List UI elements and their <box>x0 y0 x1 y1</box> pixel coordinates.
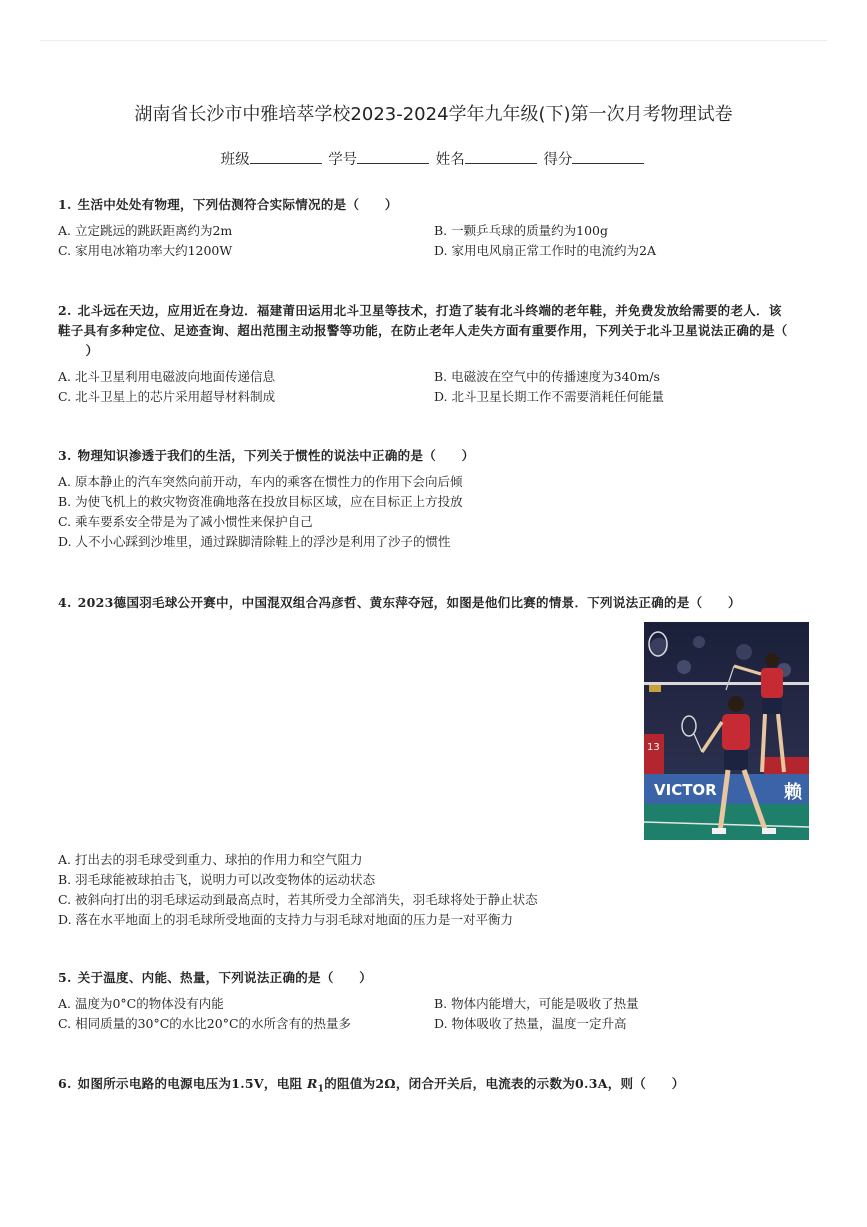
question-stem: 3. 物理知识渗透于我们的生活，下列关于惯性的说法中正确的是（ ） <box>58 448 475 463</box>
option-d[interactable]: D. 北斗卫星长期工作不需要消耗任何能量 <box>434 389 665 404</box>
option-a[interactable]: A. 打出去的羽毛球受到重力、球拍的作用力和空气阻力 <box>58 852 363 867</box>
option-a[interactable]: A. 温度为0°C的物体没有内能 <box>58 996 224 1011</box>
score-blank[interactable] <box>572 149 644 164</box>
score-label: 得分 <box>543 152 573 168</box>
options <box>58 367 810 407</box>
option-d[interactable]: D. 物体吸收了热量，温度一定升高 <box>434 1016 627 1031</box>
question-5 <box>58 968 810 1034</box>
option-a[interactable]: A. 北斗卫星利用电磁波向地面传递信息 <box>58 369 275 384</box>
sponsor-board-text: VICTOR <box>654 781 717 799</box>
question-4 <box>58 593 810 613</box>
sponsor-board-text-2: 赖 <box>784 782 802 803</box>
question-stem: 5. 关于温度、内能、热量，下列说法正确的是（ ） <box>58 970 373 985</box>
resistor-subscript: 1 <box>317 1084 325 1095</box>
question-stem: 4. 2023德国羽毛球公开赛中，中国混双组合冯彦哲、黄东萍夺冠，如图是他们比赛的情景．下列说法正确的是（ ） <box>58 595 741 610</box>
options <box>58 472 810 552</box>
option-d[interactable]: D. 落在水平地面上的羽毛球所受地面的支持力与羽毛球对地面的压力是一对平衡力 <box>58 912 514 927</box>
student-id-label: 学号 <box>328 152 358 168</box>
question-2 <box>58 301 810 407</box>
options <box>58 850 810 930</box>
option-c[interactable]: C. 家用电冰箱功率大约1200W <box>58 243 233 258</box>
option-c[interactable]: C. 北斗卫星上的芯片采用超导材料制成 <box>58 389 276 404</box>
scoreboard-text: 13 <box>647 742 660 753</box>
name-label: 姓名 <box>435 152 465 168</box>
question-6 <box>58 1074 810 1100</box>
top-divider <box>40 40 827 41</box>
option-b[interactable]: B. 为使飞机上的救灾物资准确地落在投放目标区域，应在目标正上方投放 <box>58 494 463 509</box>
option-b[interactable]: B. 羽毛球能被球拍击飞，说明力可以改变物体的运动状态 <box>58 872 376 887</box>
class-label: 班级 <box>220 152 250 168</box>
question-stem: 2. 北斗远在天边，应用近在身边．福建莆田运用北斗卫星等技术，打造了装有北斗终端的老年鞋，并免费发放给需要的老人．该 鞋子具有多种定位、足迹查询、超出范围主动报警等功能，在防止老年人走失方面有重要作用，下列关于北斗卫星说法正确的是（ ） <box>58 303 788 358</box>
question-stem: 6. 如图所示电路的电源电压为1.5V，电阻 $R_1$的阻值为2Ω，闭合开关后，电流表的示数为0.3A，则（ ） <box>58 1076 685 1095</box>
option-c[interactable]: C. 相同质量的30°C的水比20°C的水所含有的热量多 <box>58 1016 352 1031</box>
class-blank[interactable] <box>250 149 322 164</box>
option-b[interactable]: B. 电磁波在空气中的传播速度为340m/s <box>434 369 660 384</box>
option-c[interactable]: C. 乘车要系安全带是为了减小惯性来保护自己 <box>58 514 313 529</box>
student-id-blank[interactable] <box>357 149 429 164</box>
option-c[interactable]: C. 被斜向打出的羽毛球运动到最高点时，若其所受力全部消失，羽毛球将处于静止状态 <box>58 892 538 907</box>
options <box>58 994 810 1034</box>
option-a[interactable]: A. 立定跳远的跳跃距离约为2m <box>58 223 233 238</box>
page-title: 湖南省长沙市中雅培萃学校2023-2024学年九年级(下)第一次月考物理试卷 <box>134 104 733 125</box>
option-d[interactable]: D. 家用电风扇正常工作时的电流约为2A <box>434 243 657 258</box>
badminton-photo-image <box>644 622 809 840</box>
student-info-line <box>0 148 867 169</box>
question-stem: 1. 生活中处处有物理，下列估测符合实际情况的是（ ） <box>58 197 398 212</box>
question-4-options <box>58 850 810 930</box>
option-a[interactable]: A. 原本静止的汽车突然向前开动，车内的乘客在惯性力的作用下会向后倾 <box>58 474 463 489</box>
resistor-symbol: R <box>306 1076 318 1091</box>
question-3 <box>58 446 810 552</box>
question-1 <box>58 195 810 261</box>
option-b[interactable]: B. 物体内能增大，可能是吸收了热量 <box>434 996 639 1011</box>
option-b[interactable]: B. 一颗乒乓球的质量约为100g <box>434 223 608 238</box>
option-d[interactable]: D. 人不小心踩到沙堆里，通过跺脚清除鞋上的浮沙是利用了沙子的惯性 <box>58 534 451 549</box>
name-blank[interactable] <box>465 149 537 164</box>
options <box>58 221 810 261</box>
badminton-photo <box>644 622 809 840</box>
